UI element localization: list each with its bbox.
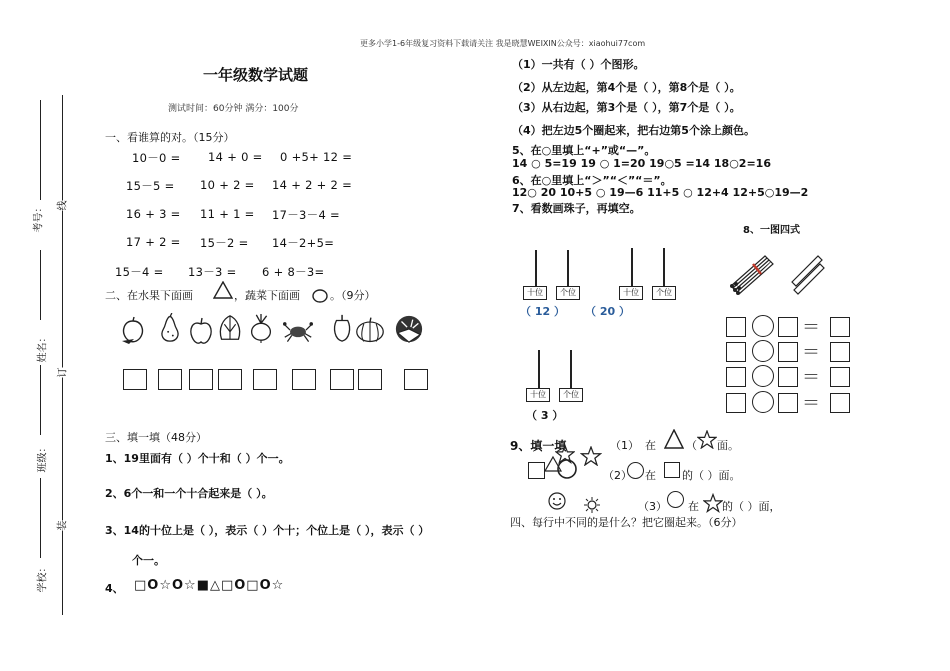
- q9-1-suffix: 面。: [717, 439, 739, 452]
- eq-row3-square1[interactable]: [726, 367, 746, 387]
- cabbage-icon: [215, 313, 245, 343]
- q3-4-shapes: □O☆O☆■△□O□O☆: [134, 578, 285, 593]
- line-mark: 线: [54, 201, 69, 211]
- eq-row4-answer[interactable]: [830, 393, 850, 413]
- math-5-3: 6 + 8－3=: [262, 265, 325, 279]
- math-3-3: 17－3－4 =: [272, 208, 340, 222]
- eq-row1-equals: ＝: [802, 317, 820, 338]
- q9-3-num: （3）: [638, 500, 667, 513]
- eq-row2-square1[interactable]: [726, 342, 746, 362]
- pumpkin-icon: [355, 315, 385, 345]
- q9-row-square: [528, 462, 545, 479]
- radish-icon: [246, 313, 276, 343]
- q9-3-at: 在: [688, 500, 699, 513]
- math-4-2: 15－2 =: [200, 236, 249, 250]
- loose-sticks-icon: [788, 252, 828, 297]
- answer-box-6[interactable]: [292, 369, 316, 390]
- abacus1-ones-label: 个位: [556, 286, 580, 300]
- abacus2-ones-label: 个位: [652, 286, 676, 300]
- eq-row2-equals: ＝: [802, 342, 820, 363]
- r3: （3）从右边起，第3个是（ ），第7个是（ ）。: [512, 101, 741, 114]
- q9-2-at: 在: [645, 469, 656, 482]
- binding-line: [62, 95, 63, 615]
- q9-3-star-icon: [703, 493, 723, 513]
- eq-row4-equals: ＝: [802, 393, 820, 414]
- math-3-2: 11 + 1 =: [200, 207, 255, 221]
- q9-star-icon: [697, 430, 717, 449]
- name-blank: [40, 365, 41, 435]
- exam-no-blank-2: [40, 250, 41, 320]
- q5-items: 14 ○ 5=19 19 ○ 1=20 19○5 =14 18○2=16: [512, 157, 771, 170]
- q3-3: 3、14的十位上是（ ），表示（ ）个十；个位上是（ ），表示（ ）: [105, 524, 430, 537]
- sun-icon: [584, 497, 600, 513]
- answer-box-4[interactable]: [218, 369, 242, 390]
- eq-row1-square2[interactable]: [778, 317, 798, 337]
- watermelon-icon: [394, 314, 424, 344]
- answer-box-2[interactable]: [158, 369, 182, 390]
- pear-icon: [155, 313, 185, 343]
- q9-1-at: 在: [645, 439, 656, 452]
- r1: （1）一共有（ ）个图形。: [512, 58, 645, 71]
- eq-row4-circle[interactable]: [752, 391, 774, 413]
- section2-heading-c: 。（9分）: [330, 289, 376, 302]
- zhuang-mark: 装: [54, 521, 69, 531]
- exam-no-blank: [40, 100, 41, 200]
- q6-items: 12○ 20 10+5 ○ 19—6 11+5 ○ 12+4 12+5○19—2: [512, 186, 809, 199]
- eq-row4-square2[interactable]: [778, 393, 798, 413]
- answer-box-1[interactable]: [123, 369, 147, 390]
- triangle-icon: [213, 281, 233, 299]
- q9-2-square: [664, 462, 680, 478]
- r4: （4）把左边5个圈起来，把右边第5个涂上颜色。: [512, 124, 755, 137]
- pepper-icon: [328, 313, 358, 343]
- eq-row2-answer[interactable]: [830, 342, 850, 362]
- math-1-3: 0 +5+ 12 =: [280, 150, 353, 164]
- page-title: 一年级数学试题: [203, 66, 309, 84]
- q7-heading: 7、看数画珠子，再填空。: [512, 202, 641, 215]
- eq-row3-answer[interactable]: [830, 367, 850, 387]
- abacus2-value: （ 20 ）: [585, 305, 630, 318]
- eq-row2-square2[interactable]: [778, 342, 798, 362]
- math-5-2: 13－3 =: [188, 265, 237, 279]
- math-4-3: 14－2+5=: [272, 236, 335, 250]
- math-1-1: 10－0 =: [132, 151, 181, 165]
- eq-row1-square1[interactable]: [726, 317, 746, 337]
- math-5-1: 15－4 =: [115, 265, 164, 279]
- exam-info: 测试时间：60分钟 满分：100分: [168, 104, 299, 114]
- q9-row-circle-icon: [545, 455, 577, 481]
- q3-3b: 个一。: [132, 554, 165, 567]
- q9-3-suffix: 的（ ）面，: [722, 500, 781, 513]
- section4-heading: 四、每行中不同的是什么？把它圈起来。（6分）: [510, 516, 743, 529]
- eq-row1-answer[interactable]: [830, 317, 850, 337]
- abacus2-rod-ones: [663, 248, 665, 286]
- math-1-2: 14 + 0 =: [208, 150, 263, 164]
- math-3-1: 16 + 3 =: [126, 207, 181, 221]
- q9-2-num: （2）: [603, 469, 632, 482]
- abacus3-rod-tens: [538, 350, 540, 388]
- math-2-3: 14 + 2 + 2 =: [272, 178, 353, 192]
- eq-row3-equals: ＝: [802, 367, 820, 388]
- q9-triangle-icon: [664, 429, 684, 449]
- q3-2: 2、6个一和一个十合起来是（ ）。: [105, 487, 273, 500]
- q3-4-label: 4、: [105, 582, 124, 595]
- q5-heading: 5、在○里填上“+”或“—”。: [512, 144, 656, 157]
- abacus1-rod-tens: [535, 250, 537, 286]
- smiley-icon: [548, 492, 566, 510]
- class-label: 班级：: [37, 442, 49, 473]
- section2-heading-b: ，蔬菜下面画: [234, 289, 300, 302]
- abacus1-tens-label: 十位: [523, 286, 547, 300]
- q6-heading: 6、在○里填上“＞”“＜”“＝”。: [512, 174, 672, 187]
- answer-box-7[interactable]: [330, 369, 354, 390]
- abacus1-rod-ones: [567, 250, 569, 286]
- stick-bundle-icon: [727, 250, 777, 300]
- section3-heading: 三、填一填（48分）: [105, 431, 207, 444]
- circle-icon: [312, 289, 328, 303]
- math-2-1: 15－5 =: [126, 179, 175, 193]
- ding-mark: 订: [54, 368, 69, 378]
- eq-row2-circle[interactable]: [752, 340, 774, 362]
- abacus3-ones-label: 个位: [559, 388, 583, 402]
- abacus2-tens-label: 十位: [619, 286, 643, 300]
- section1-heading: 一、看谁算的对。（15分）: [105, 131, 235, 144]
- math-2-2: 10 + 2 =: [200, 178, 255, 192]
- peach-icon: [118, 315, 148, 345]
- q9-1-num: （1）: [610, 439, 639, 452]
- abacus1-value: （ 12 ）: [520, 305, 565, 318]
- eq-row3-circle[interactable]: [752, 365, 774, 387]
- q9-3-circle: [667, 491, 684, 508]
- header-note: 更多小学1-6年级复习资料下载请关注 我是晓慧WEIXIN公众号：xiaohui77com: [360, 39, 646, 48]
- eq-row3-square2[interactable]: [778, 367, 798, 387]
- abacus3-rod-ones: [570, 350, 572, 388]
- q8-heading: 8、一图四式: [743, 225, 800, 236]
- school-label: 学校：: [37, 562, 49, 593]
- exam-no-label: 考号：: [33, 202, 45, 233]
- name-label: 姓名：: [37, 332, 49, 363]
- abacus2-rod-tens: [631, 248, 633, 286]
- q9-row-star2-icon: [580, 446, 602, 466]
- math-4-1: 17 + 2 =: [126, 235, 181, 249]
- q3-1: 1、19里面有（ ）个十和（ ）个一。: [105, 452, 290, 465]
- q9-2-suffix: 的（ ）面。: [682, 469, 741, 482]
- answer-box-8[interactable]: [358, 369, 382, 390]
- crab-icon: [283, 316, 313, 346]
- q9-2-circle: [627, 462, 644, 479]
- answer-box-9[interactable]: [404, 369, 428, 390]
- abacus3-tens-label: 十位: [526, 388, 550, 402]
- q9-label: 9、填一填: [510, 439, 567, 453]
- answer-box-3[interactable]: [189, 369, 213, 390]
- apple-icon: [186, 316, 216, 346]
- eq-row1-circle[interactable]: [752, 315, 774, 337]
- section2-heading-a: 二、在水果下面画: [105, 289, 193, 302]
- class-blank: [40, 478, 41, 558]
- eq-row4-square1[interactable]: [726, 393, 746, 413]
- r2: （2）从左边起，第4个是（ ），第8个是（ ）。: [512, 81, 741, 94]
- answer-box-5[interactable]: [253, 369, 277, 390]
- abacus3-value: （ 3 ）: [526, 409, 564, 422]
- q9-1-paren: （: [686, 439, 697, 452]
